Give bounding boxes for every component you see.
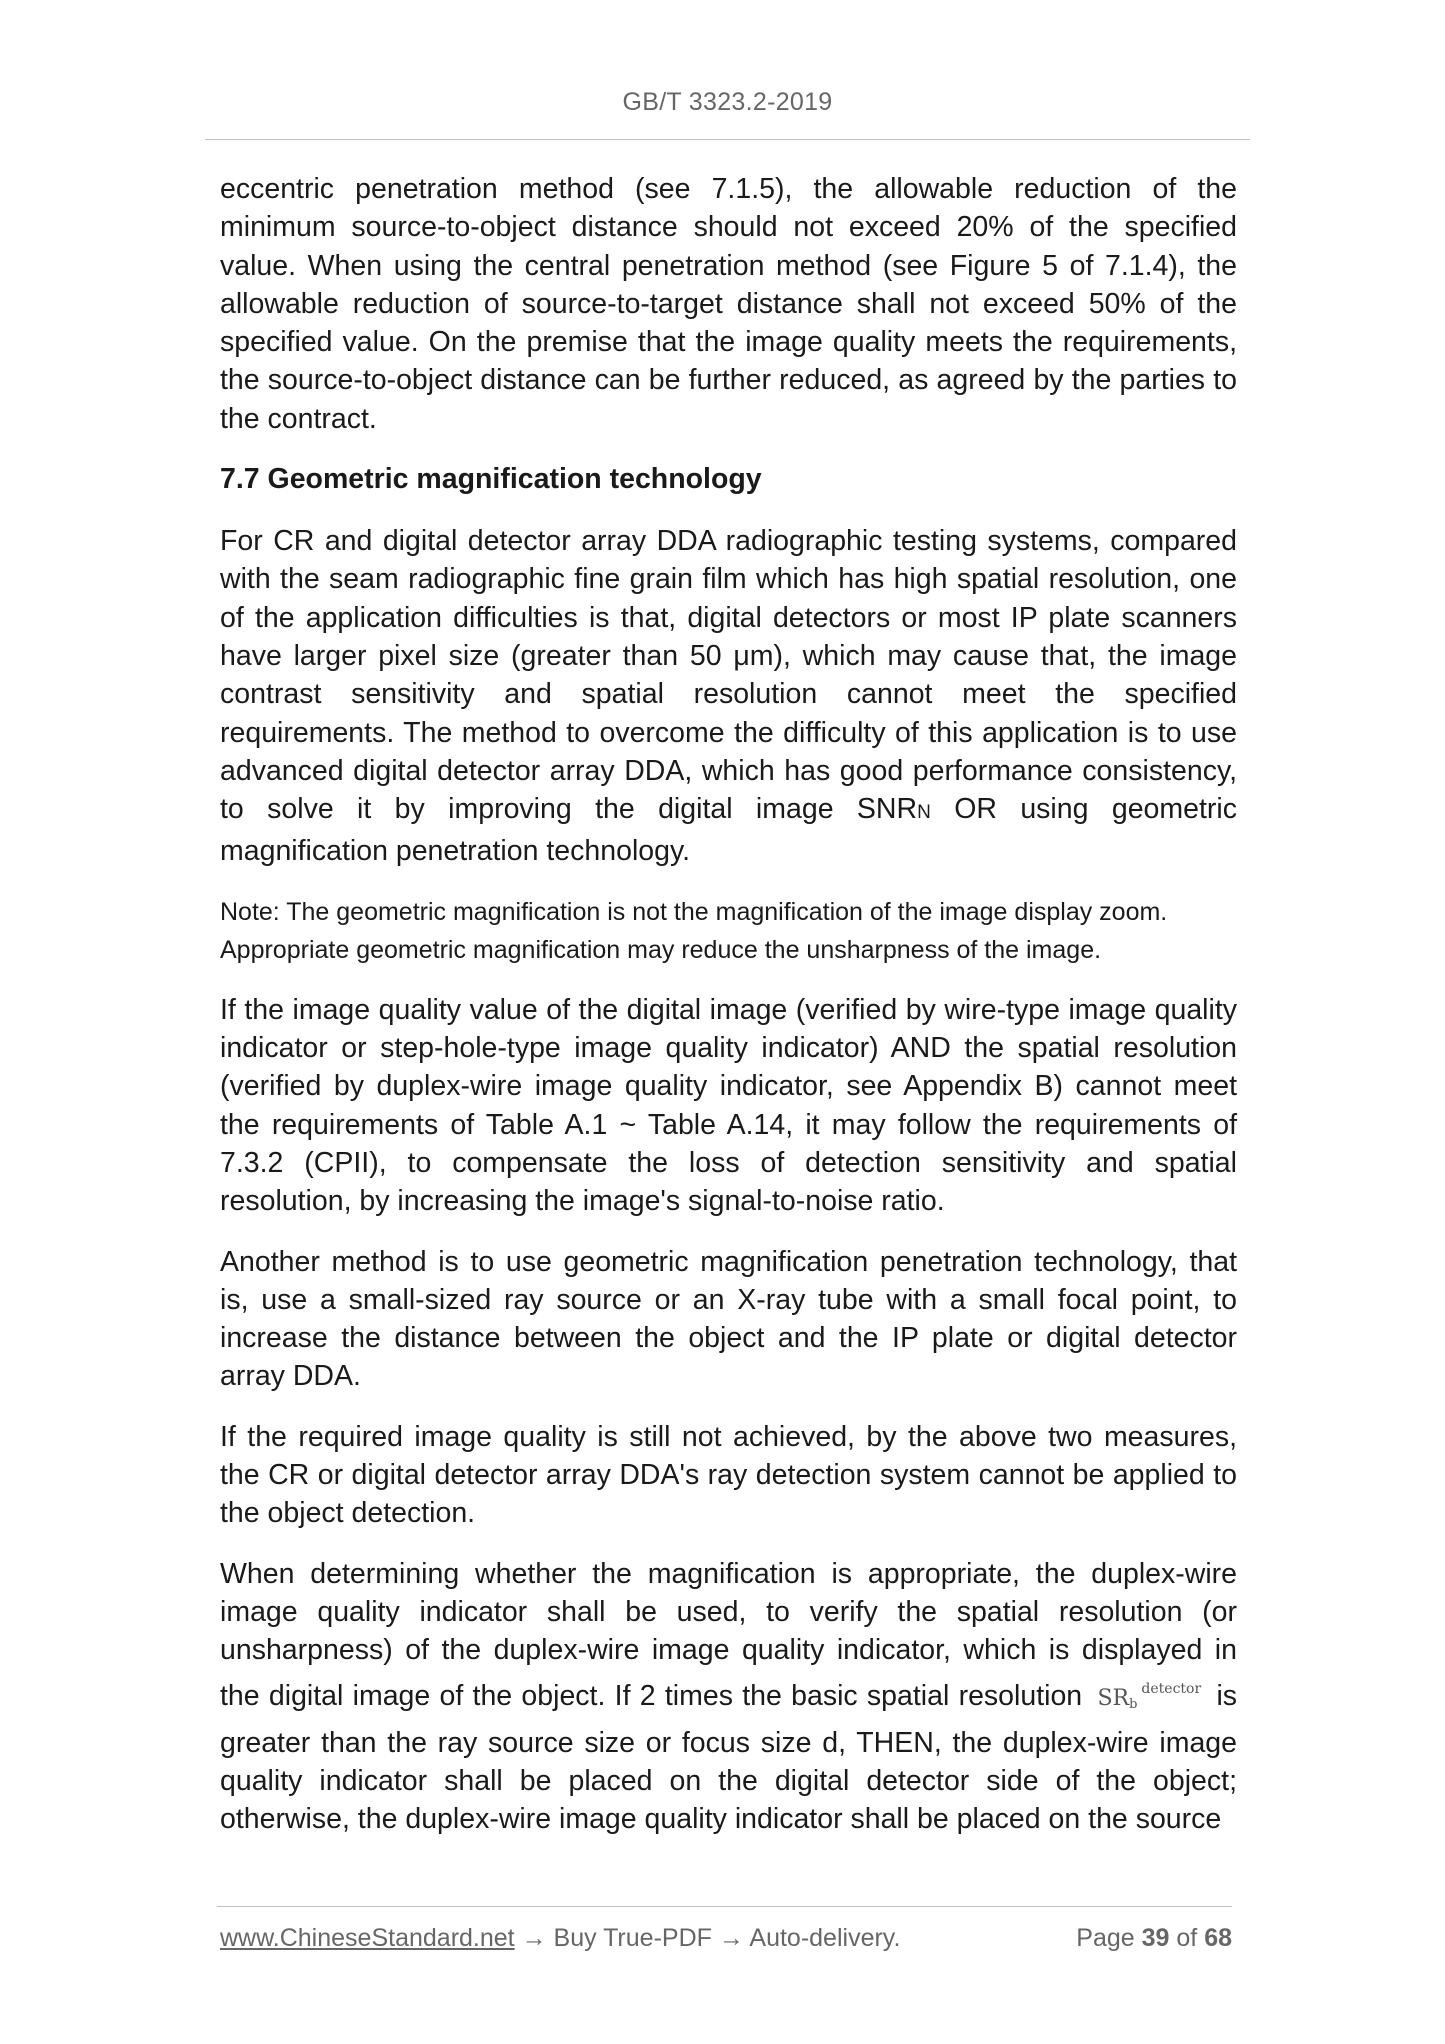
paragraph-5: If the required image quality is still not achieved, by the above two measures, the CR or digital detector array DDA's ray detection system cannot be applied to the object detection. — [220, 1420, 1237, 1530]
paragraph-2 — [220, 522, 1237, 871]
paragraph-6-text-b: is greater than the ray source size or focus size d, THEN, the duplex-wire image quality indicator shall be placed on the digital detector side of the object; otherwise, the duplex-wire image quality indicator shall be placed on the source — [220, 1679, 1238, 1836]
note-line-2: Appropriate geometric magnification may reduce the unsharpness of the image. — [220, 935, 1102, 964]
formula-superscript: detector — [1141, 1680, 1202, 1697]
paragraph-2-text-a: For CR and digital detector array DDA radiographic testing systems, compared with the seam radiographic fine grain film which has high spatial resolution, one of the application difficulties is that, digital detectors or most IP plate scanners have larger pixel size (greater than 50 μm), which may cause that, the image contrast sensitivity and spatial resolution cannot meet the specified requirements. The method to overcome the difficulty of this application is to use advanced digital detector array DDA, which has good performance consistency, to solve it by improving the digital image SNR — [220, 525, 1237, 826]
paragraph-6 — [220, 1555, 1237, 1839]
paragraph-1: eccentric penetration method (see 7.1.5), the allowable reduction of the minimum source-to-object distance should not exceed 20% of the specified value. When using the central penetration method (see Figure 5 of 7.1.4), the allowable reduction of source-to-target distance shall not exceed 50% of the specified value. On the premise that the image quality meets the requirements, the source-to-object distance can be further reduced, as agreed by the parties to the contract. — [220, 173, 1237, 435]
footer-promo — [220, 1924, 900, 1953]
promo-text: → Buy True-PDF → Auto-delivery. — [514, 1924, 901, 1952]
header-divider — [205, 139, 1250, 140]
page-body — [220, 170, 1237, 1861]
formula-base: SR — [1097, 1685, 1130, 1711]
srb-detector-formula — [1097, 1670, 1201, 1724]
paragraph-3: If the image quality value of the digital image (verified by wire-type image quality indicator or step-hole-type image quality indicator) AND the spatial resolution (verified by duplex-wire image quality indicator, see Appendix B) cannot meet the requirements of Table A.1 ~ Table A.14, it may follow the requirements of 7.3.2 (CPII), to compensate the loss of detection sensitivity and spatial resolution, by increasing the image's signal-to-noise ratio. — [220, 993, 1237, 1218]
document-header: GB/T 3323.2-2019 — [622, 88, 833, 116]
page-current: 39 — [1141, 1924, 1170, 1952]
snr-subscript: N — [917, 802, 931, 824]
site-link[interactable]: www.ChineseStandard.net — [220, 1924, 515, 1952]
formula-subscript: b — [1129, 1696, 1138, 1712]
paragraph-2-text-b: OR using geometric magnification penetration technology. — [220, 793, 1237, 868]
note-block — [220, 893, 1237, 969]
page-of-label: of — [1169, 1924, 1205, 1952]
footer-divider — [217, 1906, 1232, 1907]
page-total: 68 — [1204, 1924, 1232, 1952]
section-heading: 7.7 Geometric magnification technology — [220, 463, 762, 496]
paragraph-6-text-a: When determining whether the magnification is appropriate, the duplex-wire image quality indicator shall be used, to verify the spatial resolution (or unsharpness) of the duplex-wire image quality indicator, which is displayed in the digital image of the object. If 2 times the basic spatial resolution — [220, 1557, 1237, 1712]
page-label: Page — [1076, 1924, 1142, 1952]
page-number — [1076, 1924, 1232, 1953]
note-line-1: Note: The geometric magnification is not the magnification of the image display zoom. — [220, 897, 1168, 926]
paragraph-4: Another method is to use geometric magnification penetration technology, that is, use a small-sized ray source or an X-ray tube with a small focal point, to increase the distance between the object and the IP plate or digital detector array DDA. — [220, 1245, 1237, 1393]
